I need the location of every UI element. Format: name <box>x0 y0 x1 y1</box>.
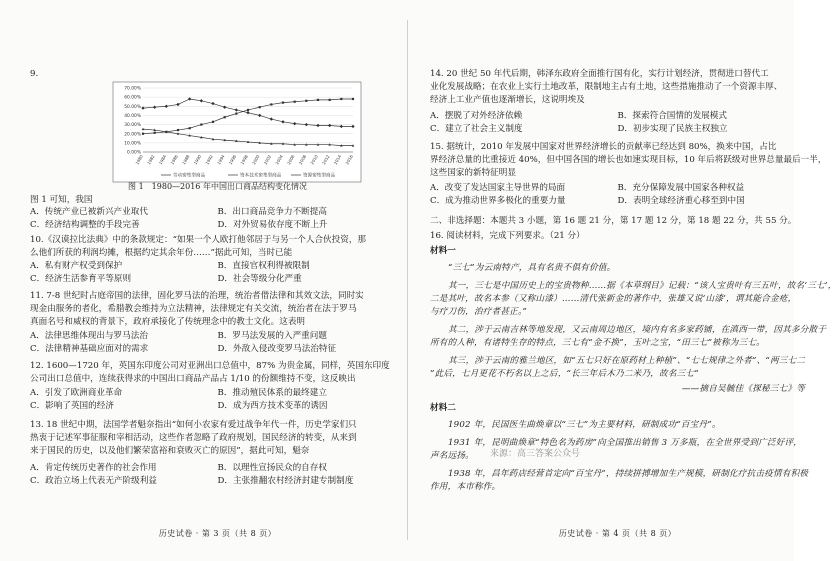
q14-options-row1 <box>430 110 805 122</box>
q15-option-a[interactable]: A．改变了发达国家主导世界的局面 <box>430 183 566 193</box>
x-tick-label: 2000 <box>251 154 261 166</box>
q14-line-2: 业化发展战略；在农业上实行土地改革，限制地主占有土地，这些措施推动了一个资源丰厚、 <box>430 82 783 92</box>
material-1-line-8: ”此后，七月更花不朽名以上之后，“长三年后木乃二米乃，故名三七” <box>430 369 699 379</box>
material-1-line-3: 二是其叶，故名本参（又称山漆）……清代张新金的著作中，张雄又说‘山漆’，谓其能合金疮， <box>430 294 797 304</box>
q16-heading: 16. 阅读材料，完成下列要求。（21 分） <box>430 231 585 241</box>
x-tick-label: 1982 <box>146 154 156 166</box>
x-tick-label: 2002 <box>262 154 273 166</box>
q11-options-row2 <box>30 343 405 355</box>
page-number-right: 历史试卷 · 第 4 页（共 8 页） <box>558 529 677 538</box>
data-point <box>154 132 156 134</box>
q15-options-row1 <box>430 182 805 194</box>
q12-option-d[interactable]: D．成为西方技术变革的诱因 <box>217 401 328 411</box>
q15-options-row2 <box>430 195 805 207</box>
q9-number: 9. <box>30 69 39 79</box>
material-1-line-7: 其三，涉于云南的雅兰地区，如“五七只好在原药材上种植”、“七七规律之外者”、“两三七二 <box>448 356 806 366</box>
x-tick-label: 1980 <box>134 154 144 166</box>
q13-options-row1 <box>30 462 405 474</box>
y-tick-label: 40.00% <box>124 114 141 120</box>
section-2-heading: 二、非选择题：本题共 3 小题，第 16 题 21 分，第 17 题 12 分，第 18 题 22 分，共 55 分。 <box>430 216 797 226</box>
material-2-line-1: 1902 年，民国医生曲焕章以“三七”为主要材料，研制成功“百宝丹”。 <box>448 420 721 430</box>
data-point <box>247 109 249 111</box>
data-point <box>142 133 144 135</box>
q11-option-b[interactable]: B．罗马法发展的入严重问题 <box>217 331 327 341</box>
q10-option-a[interactable]: A．私有财产权受到保护 <box>30 261 123 271</box>
q10-option-c[interactable]: C．经济生活参育平等原则 <box>30 274 132 284</box>
x-tick-label: 2008 <box>297 154 308 166</box>
x-tick-label: 1992 <box>204 154 214 166</box>
y-tick-label: 10.00% <box>124 141 141 147</box>
page-divider <box>407 20 408 540</box>
q9-stem: 图 1 可知，我国 <box>30 195 93 205</box>
material-1-source: ——摘自吴毓佳《探秘三七》等 <box>681 384 805 394</box>
material-2-line-5: 作用，本市称作。 <box>430 482 501 492</box>
q11-option-c[interactable]: C．法律精神基础应面对的需求 <box>30 344 149 354</box>
q12-option-c[interactable]: C．影响了英国的经济 <box>30 401 114 411</box>
material-1-line-2: 其一，三七是中国历史上的宝贵物种……据《本草纲目》记载：“该人宝贵叶有三五叶，故名‘三七’， <box>448 281 837 291</box>
data-point <box>282 102 284 104</box>
y-tick-label: 0.00% <box>127 150 141 156</box>
q12-options-row2 <box>30 400 405 412</box>
q14-option-b[interactable]: B．探索符合国情的发展模式 <box>617 111 727 121</box>
data-point <box>177 129 179 131</box>
q15-line-1: 15. 据统计，2010 年发展中国家对世界经济增长的贡献率已经达到 80%，换来中国，占比 <box>430 142 777 152</box>
material-2-line-4: 1938 年，昌年药店经营首定向“百宝丹”，持续拼搏增加生产规模，研制化疗抗击疫情有积极 <box>448 469 809 479</box>
q10-line-2: 么他们所获的利润均摊，根据约定其余年份……”据此可知，当时已能 <box>30 248 293 258</box>
material-1-line-6: 所有的人种，有诸特生存的特点，三七有“金不换”，玉叶之宝，“田三七”被称为三七。 <box>430 338 765 348</box>
q9-options-row1 <box>30 206 405 218</box>
y-tick-label: 50.00% <box>124 104 141 110</box>
q9-options-row2 <box>30 219 405 231</box>
x-tick-label: 1996 <box>227 154 238 166</box>
q13-option-d[interactable]: D．主张推翻农村经济封建专制制度 <box>217 476 354 486</box>
material-1-line-4: 与疗刀伤，治疗者甚正。” <box>430 307 528 317</box>
data-point <box>352 98 354 100</box>
q11-line-1: 11. 7-8 世纪时占庭帝国的法律，固化罗马法的治理，统治者借法律和其效文法，同时实 <box>30 291 364 301</box>
x-tick-label: 2014 <box>332 154 343 166</box>
q11-options-row1 <box>30 330 405 342</box>
material-1-title: 材料一 <box>430 246 456 256</box>
material-1-line-5: 其二，涉于云南吉林等地发现，又云南周边地区，境内有名多家药铺，在滇西一带，因其多分散于 <box>448 325 827 335</box>
q9-option-c[interactable]: C．经济结构调整的手段完善 <box>30 220 140 230</box>
q14-option-d[interactable]: D．初步实现了民族主权独立 <box>617 124 728 134</box>
q10-options-row2 <box>30 273 405 285</box>
data-point <box>189 127 191 129</box>
material-2-line-2: 1931 年，昆明曲焕章“特色名为药房”向全国推出销售 3 万多瓶，在全世界受到广泛好评， <box>448 438 803 448</box>
data-point <box>224 116 226 118</box>
q12-options-row1 <box>30 387 405 399</box>
q14-line-1: 14. 20 世纪 50 年代后期，韩泽东政府全面推行国有化，实行计划经济，贯彻进口替代工 <box>430 69 769 79</box>
q12-line-2: 公司出口总值中，连续获得求的中国出口商品产品占 1/10 的份额维持不变，这反映出 <box>30 374 356 384</box>
legend-label: 资源密集型商品 <box>303 173 336 179</box>
legend-label: 资本技术密集型商品 <box>240 173 282 179</box>
q10-option-d[interactable]: D．社会等级分化严重 <box>217 274 302 284</box>
q11-line-3: 真面名号和威权的背景下，政府承接化了传统理念中的教士文化。这表明 <box>30 317 306 327</box>
data-point <box>305 100 307 102</box>
data-point <box>259 106 261 108</box>
export-structure-chart <box>113 82 361 182</box>
q15-option-d[interactable]: D．表明全球经济重心移至到中国 <box>617 196 745 206</box>
q12-option-b[interactable]: B．推动殖民体系的最终建立 <box>217 388 327 398</box>
q9-option-d[interactable]: D．对外贸易依存度不断上升 <box>217 220 328 230</box>
q14-line-3: 经济上工业产值也逐渐增长，这说明埃及 <box>430 95 585 105</box>
x-tick-label: 1994 <box>216 154 226 166</box>
q11-line-2: 现金由服务的者化，希腊教会维持为立法精神，法律规定有关交流，统治者在法于罗马 <box>30 304 357 314</box>
x-tick-label: 2012 <box>321 154 331 166</box>
q10-options-row1 <box>30 260 405 272</box>
x-tick-label: 2004 <box>274 154 284 166</box>
q9-option-a[interactable]: A．传统产业已被新兴产业取代 <box>30 207 148 217</box>
q11-option-a[interactable]: A．法律思维体现出与罗马法治 <box>30 331 148 341</box>
q14-option-c[interactable]: C．建立了社会主义制度 <box>430 124 523 134</box>
x-tick-label: 1990 <box>192 154 203 166</box>
q13-line-2: 热衷于记述军事征服和宰相活动，这些作者忽略了政府规划，国民经济的转变，从来到 <box>30 433 357 443</box>
x-tick-label: 2010 <box>309 154 319 166</box>
q11-option-d[interactable]: D．外敌入侵改变罗马法治特征 <box>217 344 337 354</box>
q14-option-a[interactable]: A．摆脱了对外经济依赖 <box>430 111 523 121</box>
data-point <box>329 99 331 101</box>
x-tick-label: 2016 <box>344 154 354 166</box>
q13-option-c[interactable]: C．政治立场上代表无产阶级利益 <box>30 476 157 486</box>
data-point <box>340 98 342 100</box>
page-number-left: 历史试卷 · 第 3 页（共 8 页） <box>158 529 277 538</box>
material-2-line-3: 声名远扬。 <box>430 451 474 461</box>
q13-option-a[interactable]: A．肯定传统历史著作的社会作用 <box>30 463 157 473</box>
chart-caption: 图 1 1980—2016 年中国出口商品结构变化情况 <box>128 182 307 191</box>
x-tick-label: 1988 <box>181 154 191 166</box>
q15-line-2: 界经济总量的比重接近 40%，但中国各国的增长也如速实现目标，10 年后将跃级对世界总量最后一半， <box>430 155 827 165</box>
q13-options-row2 <box>30 475 405 487</box>
y-tick-label: 20.00% <box>124 132 141 138</box>
q10-option-b[interactable]: B．直接官权利得被限制 <box>217 261 310 271</box>
q15-option-c[interactable]: C．成为推动世界多极化的重要力量 <box>430 196 566 206</box>
data-point <box>270 103 272 105</box>
data-point <box>235 113 237 115</box>
q13-line-1: 13. 18 世纪中期，法国学者魁奈指出“如何小农家有爱过战争年代一件，历史学家们只 <box>30 420 357 430</box>
q15-option-b[interactable]: B．充分保障发展中国家各种权益 <box>617 183 745 193</box>
q12-line-1: 12. 1600—1720 年，英国东印度公司对亚洲出口总值中，87% 为贵金属，同样，英国东印度 <box>30 361 390 371</box>
data-point <box>317 99 319 101</box>
left-page <box>30 0 405 561</box>
y-tick-label: 30.00% <box>124 123 141 129</box>
data-point <box>212 121 214 123</box>
x-tick-label: 2006 <box>286 154 296 166</box>
material-2-title: 材料二 <box>430 403 456 413</box>
q14-options-row2 <box>430 123 805 135</box>
y-tick-label: 60.00% <box>124 95 141 101</box>
y-tick-label: 70.00% <box>124 86 141 92</box>
x-tick-label: 1986 <box>169 154 179 166</box>
x-tick-label: 1998 <box>239 154 249 166</box>
q10-line-1: 10.《汉谟拉比法典》中的条款规定：“如果一个人欧打他邻居于与另一个人合伙投资，那 <box>30 235 367 245</box>
q13-option-b[interactable]: B．以理性宣扬民众的自存权 <box>217 463 327 473</box>
x-tick-label: 1984 <box>157 154 168 166</box>
data-point <box>294 101 296 103</box>
q15-line-3: 这些国家的新特征明显 <box>430 168 516 178</box>
data-point <box>200 123 202 125</box>
watermark-text: 来源：高三答案公众号 <box>490 449 581 459</box>
right-page <box>430 0 837 561</box>
q9-option-b[interactable]: B．出口商品竞争力不断提高 <box>217 207 327 217</box>
legend-label: 劳动密集型商品 <box>173 173 206 179</box>
material-1-line-1: “三七”为云南特产，具有名贵不俱有价值。 <box>448 263 616 273</box>
q12-option-a[interactable]: A．引发了欧洲商业革命 <box>30 388 123 398</box>
q13-line-3: 来于国民的历史，以及他们繁荣富裕和衰败灭亡的原因”，据此可知，魁奈 <box>30 446 310 456</box>
